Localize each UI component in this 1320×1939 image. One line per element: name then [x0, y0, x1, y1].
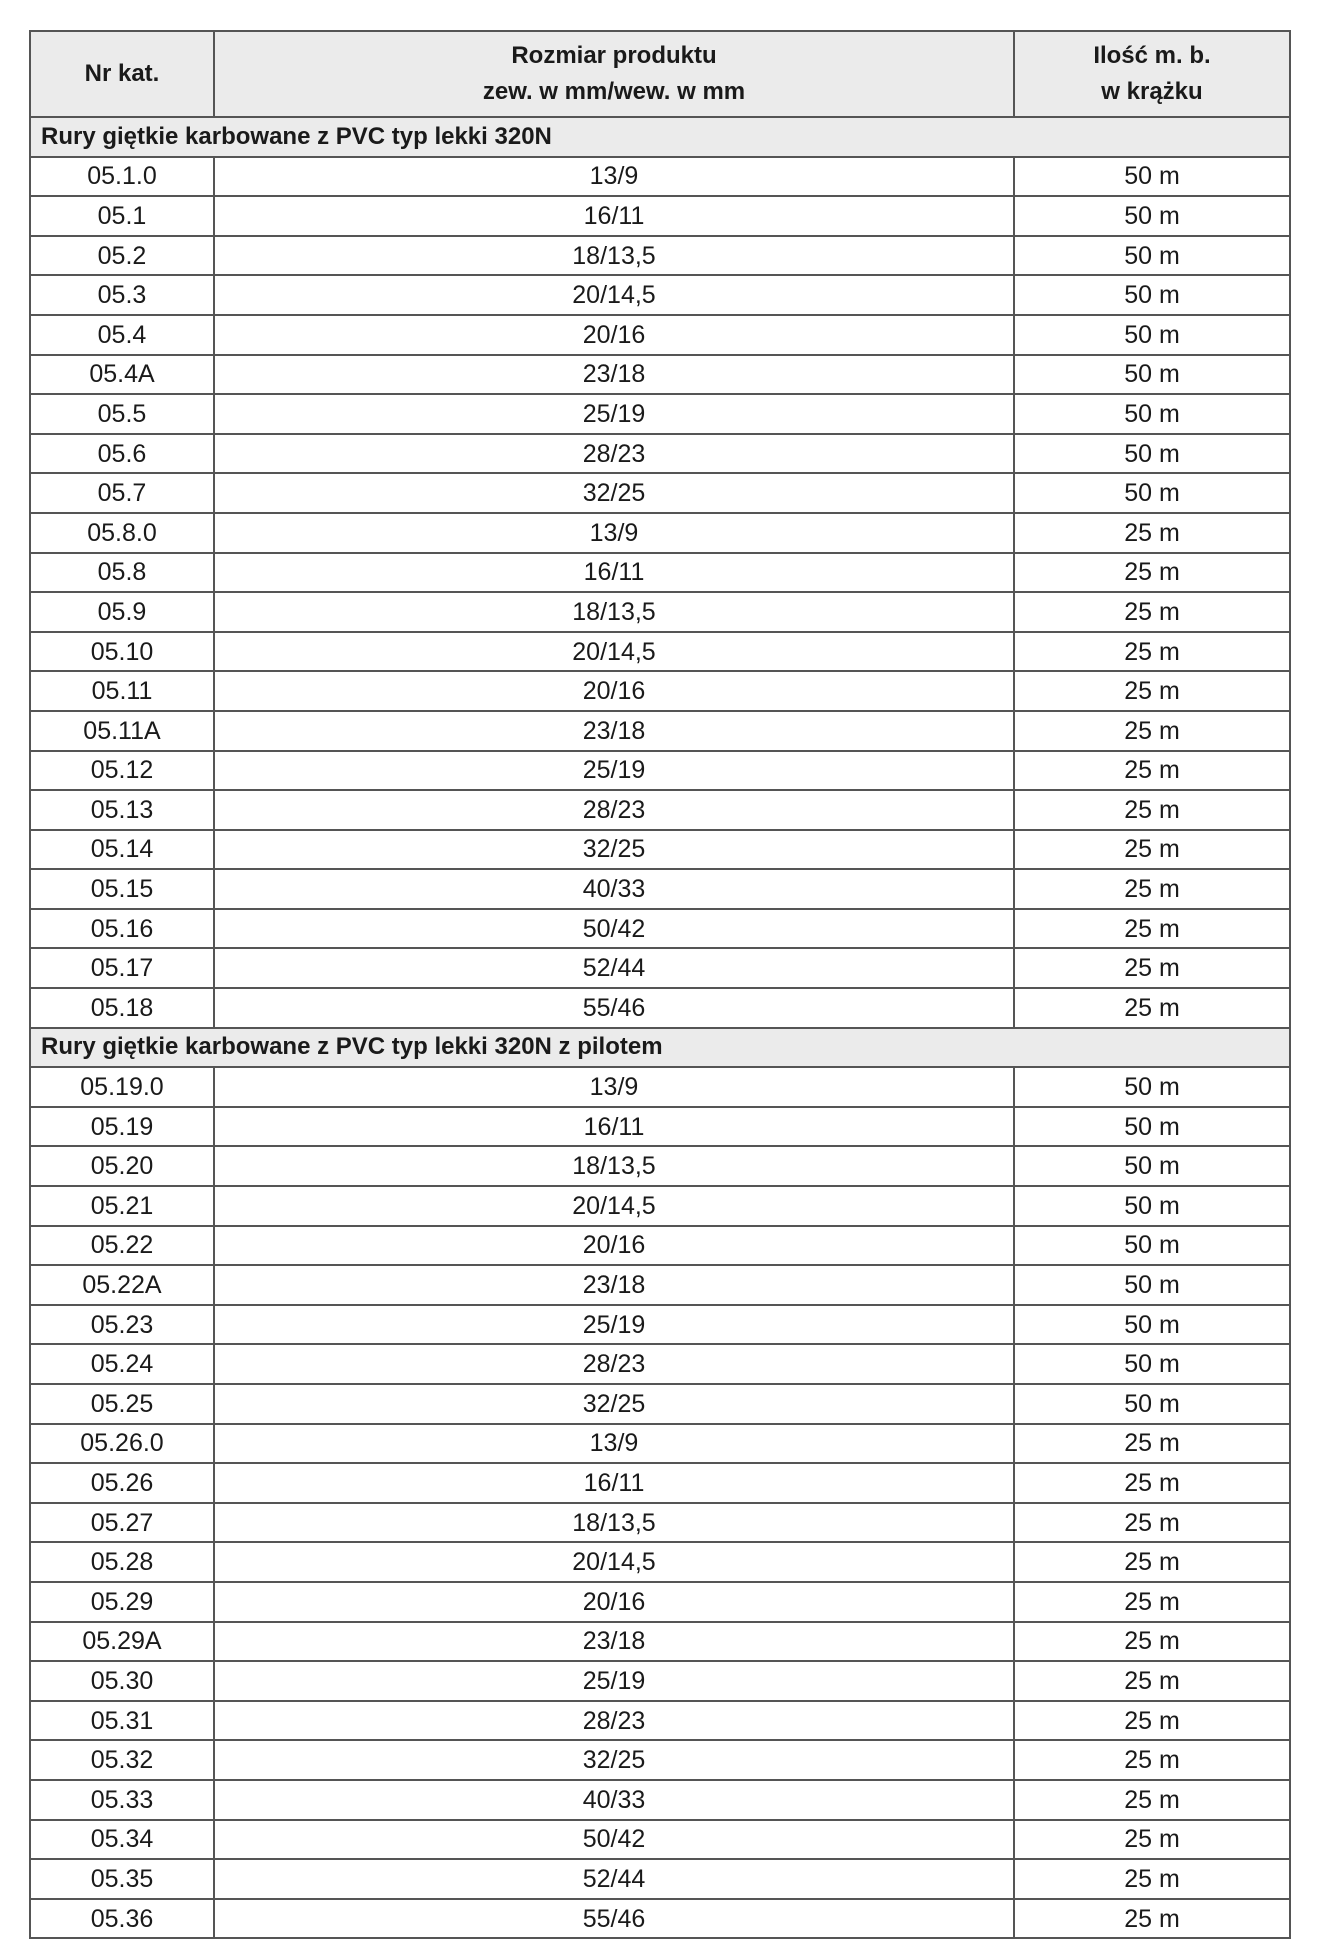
product-size-cell: 13/9 — [214, 513, 1014, 553]
table-row — [30, 1701, 1290, 1741]
product-size-cell: 50/42 — [214, 1820, 1014, 1860]
table-row — [30, 1344, 1290, 1384]
table-row — [30, 315, 1290, 355]
product-size-cell: 16/11 — [214, 553, 1014, 593]
quantity-cell: 50 m — [1014, 394, 1290, 434]
catalog-number-cell: 05.22A — [30, 1265, 214, 1305]
table-row — [30, 434, 1290, 474]
product-size-cell: 23/18 — [214, 355, 1014, 395]
quantity-cell: 50 m — [1014, 434, 1290, 474]
quantity-cell: 50 m — [1014, 473, 1290, 513]
header-product-size-line2: zew. w mm/wew. w mm — [482, 78, 746, 105]
product-size-cell: 52/44 — [214, 1859, 1014, 1899]
catalog-number-cell: 05.25 — [30, 1384, 214, 1424]
table-row — [30, 592, 1290, 632]
catalog-number-cell: 05.2 — [30, 236, 214, 276]
quantity-cell: 50 m — [1014, 355, 1290, 395]
quantity-cell: 50 m — [1014, 1107, 1290, 1147]
quantity-cell: 50 m — [1014, 157, 1290, 197]
table-row — [30, 275, 1290, 315]
quantity-cell: 25 m — [1014, 711, 1290, 751]
table-row — [30, 1424, 1290, 1464]
catalog-number-cell: 05.20 — [30, 1146, 214, 1186]
product-size-cell: 20/14,5 — [214, 1186, 1014, 1226]
table-row — [30, 790, 1290, 830]
table-row — [30, 553, 1290, 593]
quantity-cell: 25 m — [1014, 1740, 1290, 1780]
catalog-number-cell: 05.17 — [30, 948, 214, 988]
table-row — [30, 1146, 1290, 1186]
quantity-cell: 25 m — [1014, 1582, 1290, 1622]
table-row — [30, 948, 1290, 988]
catalog-number-cell: 05.36 — [30, 1899, 214, 1939]
quantity-cell: 25 m — [1014, 909, 1290, 949]
catalog-number-cell: 05.24 — [30, 1344, 214, 1384]
quantity-cell: 25 m — [1014, 1542, 1290, 1582]
quantity-cell: 50 m — [1014, 315, 1290, 355]
product-size-cell: 20/16 — [214, 671, 1014, 711]
table-row — [30, 1780, 1290, 1820]
catalog-number-cell: 05.16 — [30, 909, 214, 949]
catalog-number-cell: 05.10 — [30, 632, 214, 672]
table-row — [30, 1859, 1290, 1899]
quantity-cell: 50 m — [1014, 1344, 1290, 1384]
table-row — [30, 1503, 1290, 1543]
table-row — [30, 1186, 1290, 1226]
header-quantity-line1: Ilość m. b. — [1093, 42, 1211, 69]
table-row — [30, 473, 1290, 513]
product-size-cell: 16/11 — [214, 1463, 1014, 1503]
table-row — [30, 1226, 1290, 1266]
product-size-cell: 25/19 — [214, 394, 1014, 434]
table-row — [30, 355, 1290, 395]
quantity-cell: 50 m — [1014, 1384, 1290, 1424]
catalog-number-cell: 05.29 — [30, 1582, 214, 1622]
catalog-number-cell: 05.31 — [30, 1701, 214, 1741]
quantity-cell: 50 m — [1014, 275, 1290, 315]
product-size-cell: 13/9 — [214, 1067, 1014, 1107]
catalog-number-cell: 05.12 — [30, 751, 214, 791]
table-row — [30, 869, 1290, 909]
product-size-cell: 32/25 — [214, 1384, 1014, 1424]
product-size-cell: 16/11 — [214, 1107, 1014, 1147]
catalog-number-cell: 05.30 — [30, 1661, 214, 1701]
header-quantity-line2: w krążku — [1101, 78, 1203, 105]
product-size-cell: 13/9 — [214, 157, 1014, 197]
catalog-number-cell: 05.27 — [30, 1503, 214, 1543]
catalog-number-cell: 05.1 — [30, 196, 214, 236]
quantity-cell: 25 m — [1014, 671, 1290, 711]
product-size-cell: 55/46 — [214, 1899, 1014, 1939]
catalog-number-cell: 05.9 — [30, 592, 214, 632]
catalog-number-cell: 05.11A — [30, 711, 214, 751]
catalog-number-cell: 05.19 — [30, 1107, 214, 1147]
table-row — [30, 196, 1290, 236]
catalog-number-cell: 05.19.0 — [30, 1067, 214, 1107]
header-catalog-number — [30, 31, 214, 117]
header-catalog-number-label: Nr kat. — [84, 60, 160, 87]
header-product-size-line1: Rozmiar produktu — [511, 42, 717, 69]
catalog-number-cell: 05.34 — [30, 1820, 214, 1860]
table-row — [30, 513, 1290, 553]
catalog-number-cell: 05.21 — [30, 1186, 214, 1226]
quantity-cell: 50 m — [1014, 1226, 1290, 1266]
table-row — [30, 1542, 1290, 1582]
table-row — [30, 988, 1290, 1028]
catalog-number-cell: 05.11 — [30, 671, 214, 711]
product-size-cell: 25/19 — [214, 751, 1014, 791]
product-size-cell: 13/9 — [214, 1424, 1014, 1464]
catalog-number-cell: 05.4A — [30, 355, 214, 395]
table-row — [30, 1899, 1290, 1939]
product-size-cell: 20/16 — [214, 1582, 1014, 1622]
quantity-cell: 25 m — [1014, 513, 1290, 553]
catalog-number-cell: 05.22 — [30, 1226, 214, 1266]
table-header — [30, 31, 1290, 117]
table-row — [30, 632, 1290, 672]
product-size-cell: 18/13,5 — [214, 1503, 1014, 1543]
quantity-cell: 25 m — [1014, 1780, 1290, 1820]
table-row — [30, 671, 1290, 711]
quantity-cell: 25 m — [1014, 830, 1290, 870]
table-row — [30, 711, 1290, 751]
quantity-cell: 25 m — [1014, 1899, 1290, 1939]
catalog-number-cell: 05.8 — [30, 553, 214, 593]
catalog-number-cell: 05.26.0 — [30, 1424, 214, 1464]
product-size-cell: 40/33 — [214, 1780, 1014, 1820]
quantity-cell: 25 m — [1014, 632, 1290, 672]
quantity-cell: 25 m — [1014, 790, 1290, 830]
product-size-cell: 20/14,5 — [214, 632, 1014, 672]
product-size-cell: 20/16 — [214, 315, 1014, 355]
product-size-cell: 20/14,5 — [214, 275, 1014, 315]
table-row — [30, 1384, 1290, 1424]
table-row — [30, 1463, 1290, 1503]
section-title: Rury giętkie karbowane z PVC typ lekki 320N z pilotem — [30, 1028, 1290, 1068]
product-size-cell: 16/11 — [214, 196, 1014, 236]
catalog-number-cell: 05.3 — [30, 275, 214, 315]
product-size-cell: 32/25 — [214, 1740, 1014, 1780]
product-size-cell: 23/18 — [214, 1265, 1014, 1305]
catalog-number-cell: 05.18 — [30, 988, 214, 1028]
quantity-cell: 25 m — [1014, 1701, 1290, 1741]
table-row — [30, 157, 1290, 197]
section-header-row — [30, 117, 1290, 157]
quantity-cell: 50 m — [1014, 1305, 1290, 1345]
catalog-number-cell: 05.13 — [30, 790, 214, 830]
catalog-number-cell: 05.35 — [30, 1859, 214, 1899]
product-size-cell: 40/33 — [214, 869, 1014, 909]
table-row — [30, 1820, 1290, 1860]
quantity-cell: 50 m — [1014, 1067, 1290, 1107]
product-size-cell: 20/16 — [214, 1226, 1014, 1266]
table-row — [30, 1740, 1290, 1780]
table-row — [30, 1582, 1290, 1622]
product-size-cell: 23/18 — [214, 1622, 1014, 1662]
product-size-cell: 18/13,5 — [214, 592, 1014, 632]
catalog-number-cell: 05.7 — [30, 473, 214, 513]
quantity-cell: 25 m — [1014, 948, 1290, 988]
product-size-cell: 28/23 — [214, 790, 1014, 830]
product-size-cell: 52/44 — [214, 948, 1014, 988]
table-row — [30, 909, 1290, 949]
quantity-cell: 25 m — [1014, 553, 1290, 593]
catalog-number-cell: 05.14 — [30, 830, 214, 870]
quantity-cell: 25 m — [1014, 1661, 1290, 1701]
table-row — [30, 830, 1290, 870]
header-quantity — [1014, 31, 1290, 117]
product-size-cell: 20/14,5 — [214, 1542, 1014, 1582]
table-row — [30, 1067, 1290, 1107]
product-size-cell: 18/13,5 — [214, 1146, 1014, 1186]
table-row — [30, 236, 1290, 276]
section-header-row — [30, 1028, 1290, 1068]
quantity-cell: 25 m — [1014, 1622, 1290, 1662]
product-size-cell: 28/23 — [214, 1701, 1014, 1741]
quantity-cell: 25 m — [1014, 1463, 1290, 1503]
table-row — [30, 1305, 1290, 1345]
catalog-number-cell: 05.29A — [30, 1622, 214, 1662]
product-size-cell: 32/25 — [214, 473, 1014, 513]
catalog-number-cell: 05.4 — [30, 315, 214, 355]
quantity-cell: 50 m — [1014, 1146, 1290, 1186]
table-row — [30, 1661, 1290, 1701]
product-size-cell: 28/23 — [214, 434, 1014, 474]
catalog-number-cell: 05.6 — [30, 434, 214, 474]
quantity-cell: 25 m — [1014, 751, 1290, 791]
product-table — [29, 30, 1291, 1939]
catalog-number-cell: 05.33 — [30, 1780, 214, 1820]
quantity-cell: 25 m — [1014, 1859, 1290, 1899]
product-size-cell: 18/13,5 — [214, 236, 1014, 276]
product-size-cell: 28/23 — [214, 1344, 1014, 1384]
quantity-cell: 50 m — [1014, 236, 1290, 276]
quantity-cell: 50 m — [1014, 1265, 1290, 1305]
quantity-cell: 50 m — [1014, 1186, 1290, 1226]
table-row — [30, 1265, 1290, 1305]
catalog-number-cell: 05.32 — [30, 1740, 214, 1780]
table-row — [30, 1622, 1290, 1662]
quantity-cell: 25 m — [1014, 1503, 1290, 1543]
table-row — [30, 1107, 1290, 1147]
product-size-cell: 25/19 — [214, 1305, 1014, 1345]
catalog-number-cell: 05.28 — [30, 1542, 214, 1582]
quantity-cell: 25 m — [1014, 1424, 1290, 1464]
catalog-number-cell: 05.23 — [30, 1305, 214, 1345]
section-title: Rury giętkie karbowane z PVC typ lekki 320N — [30, 117, 1290, 157]
quantity-cell: 25 m — [1014, 988, 1290, 1028]
catalog-number-cell: 05.26 — [30, 1463, 214, 1503]
quantity-cell: 25 m — [1014, 1820, 1290, 1860]
table-body — [30, 117, 1290, 1938]
catalog-number-cell: 05.5 — [30, 394, 214, 434]
product-size-cell: 50/42 — [214, 909, 1014, 949]
catalog-number-cell: 05.15 — [30, 869, 214, 909]
product-size-cell: 23/18 — [214, 711, 1014, 751]
header-row — [30, 31, 1290, 117]
table-row — [30, 751, 1290, 791]
quantity-cell: 50 m — [1014, 196, 1290, 236]
product-size-cell: 25/19 — [214, 1661, 1014, 1701]
product-size-cell: 32/25 — [214, 830, 1014, 870]
catalog-number-cell: 05.1.0 — [30, 157, 214, 197]
header-product-size — [214, 31, 1014, 117]
catalog-number-cell: 05.8.0 — [30, 513, 214, 553]
quantity-cell: 25 m — [1014, 592, 1290, 632]
product-size-cell: 55/46 — [214, 988, 1014, 1028]
table-row — [30, 394, 1290, 434]
quantity-cell: 25 m — [1014, 869, 1290, 909]
